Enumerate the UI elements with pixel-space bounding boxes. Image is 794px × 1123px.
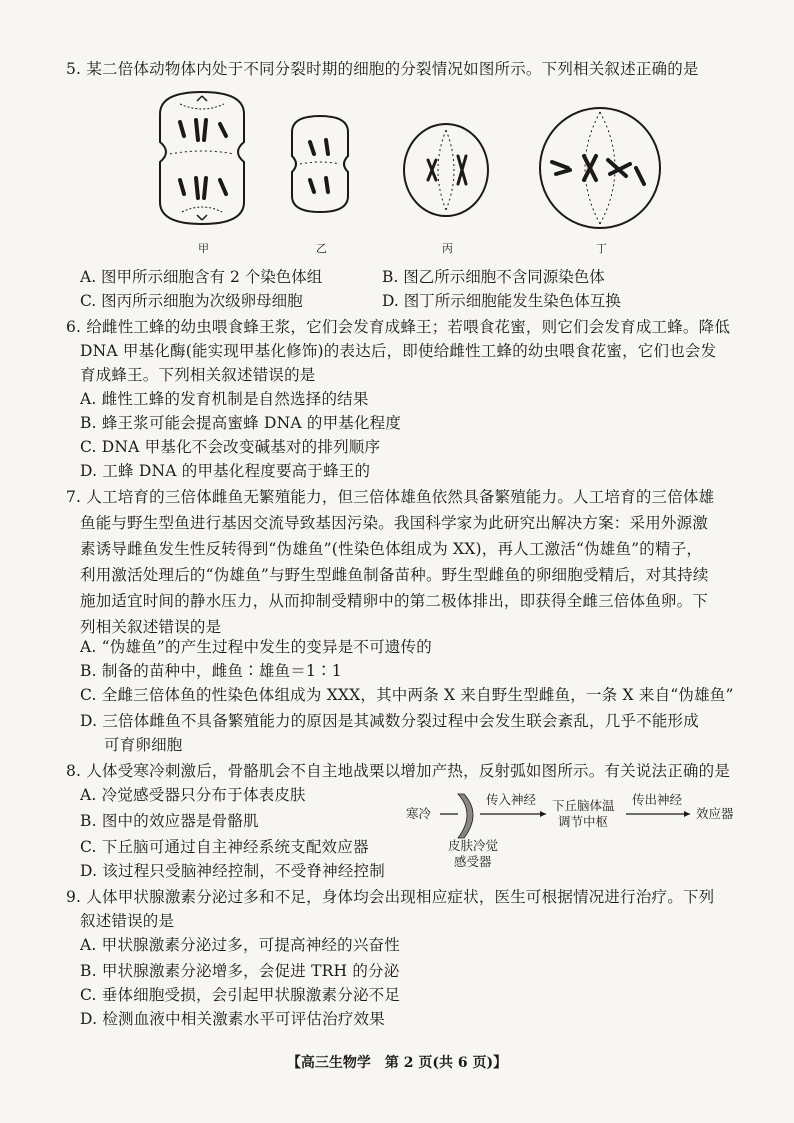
cell-bing-drawing bbox=[404, 124, 488, 216]
label-effector: 效应器 bbox=[696, 806, 734, 821]
q7-option-b: B. 制备的苗种中，雌鱼∶雄鱼＝1∶1 bbox=[80, 662, 342, 680]
page-footer: 【高三生物学 第 2 页(共 6 页)】 bbox=[286, 1055, 508, 1071]
q6-stem-2: DNA 甲基化酶(能实现甲基化修饰)的表达后，即使给雌性工蜂的幼虫喂食花蜜，它们也会发 bbox=[80, 342, 717, 360]
q8-option-b: B. 图中的效应器是骨骼肌 bbox=[80, 812, 259, 830]
q5-option-d: D. 图丁所示细胞能发生染色体互换 bbox=[382, 292, 621, 310]
q9-option-d: D. 检测血液中相关激素水平可评估治疗效果 bbox=[80, 1010, 385, 1028]
q5-option-b: B. 图乙所示细胞不含同源染色体 bbox=[382, 268, 605, 286]
q9-stem-2: 叙述错误的是 bbox=[80, 912, 175, 930]
q7-option-a: A. “伪雄鱼”的产生过程中发生的变异是不可遗传的 bbox=[80, 638, 432, 656]
cell-division-figure bbox=[140, 84, 700, 254]
q7-option-d-1: D. 三倍体雌鱼不具备繁殖能力的原因是其减数分裂过程中会发生联会紊乱，几乎不能形成 bbox=[80, 712, 699, 730]
cell-yi-drawing bbox=[292, 116, 348, 212]
q6-option-d: D. 工蜂 DNA 的甲基化程度要高于蜂王的 bbox=[80, 462, 371, 480]
q8-option-a: A. 冷觉感受器只分布于体表皮肤 bbox=[80, 786, 306, 804]
q6-stem-1: 6. 给雌性工蜂的幼虫喂食蜂王浆，它们会发育成蜂王；若喂食花蜜，则它们会发育成工蜂。降低 bbox=[66, 318, 731, 336]
label-jia: 甲 bbox=[198, 242, 209, 255]
q7-stem-3: 素诱导雌鱼发生性反转得到“伪雄鱼”(性染色体组成为 XX)，再人工激活“伪雄鱼”的精子， bbox=[80, 540, 703, 558]
q5-stem: 5. 某二倍体动物体内处于不同分裂时期的细胞的分裂情况如图所示。下列相关叙述正确的是 bbox=[66, 60, 699, 78]
label-center-2: 调节中枢 bbox=[558, 814, 609, 829]
reflex-arc-diagram bbox=[400, 786, 760, 876]
label-center-1: 下丘脑体温 bbox=[552, 798, 615, 813]
q6-option-c: C. DNA 甲基化不会改变碱基对的排列顺序 bbox=[80, 438, 381, 456]
label-afferent-nerve: 传入神经 bbox=[486, 792, 537, 807]
q7-stem-6: 列相关叙述错误的是 bbox=[80, 618, 222, 636]
q6-option-a: A. 雌性工蜂的发育机制是自然选择的结果 bbox=[80, 390, 369, 408]
label-ding: 丁 bbox=[596, 242, 607, 255]
cell-jia-drawing bbox=[160, 92, 244, 224]
label-cold: 寒冷 bbox=[406, 806, 432, 821]
q8-option-d: D. 该过程只受脑神经控制，不受脊神经控制 bbox=[80, 862, 385, 880]
q7-stem-5: 施加适宜时间的静水压力，从而抑制受精卵中的第二极体排出，即获得全雌三倍体鱼卵。下 bbox=[80, 592, 709, 610]
q7-stem-1: 7. 人工培育的三倍体雌鱼无繁殖能力，但三倍体雄鱼依然具备繁殖能力。人工培育的三倍体雄 bbox=[66, 488, 715, 506]
cell-ding-drawing bbox=[540, 108, 660, 228]
q7-option-d-2: 可育卵细胞 bbox=[104, 736, 183, 754]
q9-option-b: B. 甲状腺激素分泌增多，会促进 TRH 的分泌 bbox=[80, 962, 400, 980]
q7-option-c: C. 全雌三倍体鱼的性染色体组成为 XXX，其中两条 X 来自野生型雌鱼，一条 X 来自“伪雄鱼” bbox=[80, 686, 734, 704]
label-receptor-2: 感受器 bbox=[454, 854, 492, 869]
q5-option-c: C. 图丙所示细胞为次级卵母细胞 bbox=[80, 292, 303, 310]
label-efferent-nerve: 传出神经 bbox=[632, 792, 683, 807]
label-bing: 丙 bbox=[442, 242, 453, 255]
q9-option-a: A. 甲状腺激素分泌过多，可提高神经的兴奋性 bbox=[80, 936, 400, 954]
q5-option-a: A. 图甲所示细胞含有 2 个染色体组 bbox=[80, 268, 323, 286]
q6-option-b: B. 蜂王浆可能会提高蜜蜂 DNA 的甲基化程度 bbox=[80, 414, 402, 432]
q7-stem-4: 利用激活处理后的“伪雄鱼”与野生型雌鱼制备苗种。野生型雌鱼的卵细胞受精后，对其持续 bbox=[80, 566, 709, 584]
label-yi: 乙 bbox=[316, 242, 327, 255]
q6-stem-3: 育成蜂王。下列相关叙述错误的是 bbox=[80, 366, 316, 384]
q9-option-c: C. 垂体细胞受损，会引起甲状腺激素分泌不足 bbox=[80, 986, 401, 1004]
q9-stem-1: 9. 人体甲状腺激素分泌过多和不足，身体均会出现相应症状，医生可根据情况进行治疗。下列 bbox=[66, 888, 715, 906]
label-receptor-1: 皮肤冷觉 bbox=[448, 838, 499, 853]
q8-stem: 8. 人体受寒冷刺激后，骨骼肌会不自主地战栗以增加产热，反射弧如图所示。有关说法正确的是 bbox=[66, 762, 731, 780]
q7-stem-2: 鱼能与野生型鱼进行基因交流导致基因污染。我国科学家为此研究出解决方案：采用外源激 bbox=[80, 514, 709, 532]
cell-division-drawings bbox=[140, 84, 700, 254]
q8-option-c: C. 下丘脑可通过自主神经系统支配效应器 bbox=[80, 838, 369, 856]
